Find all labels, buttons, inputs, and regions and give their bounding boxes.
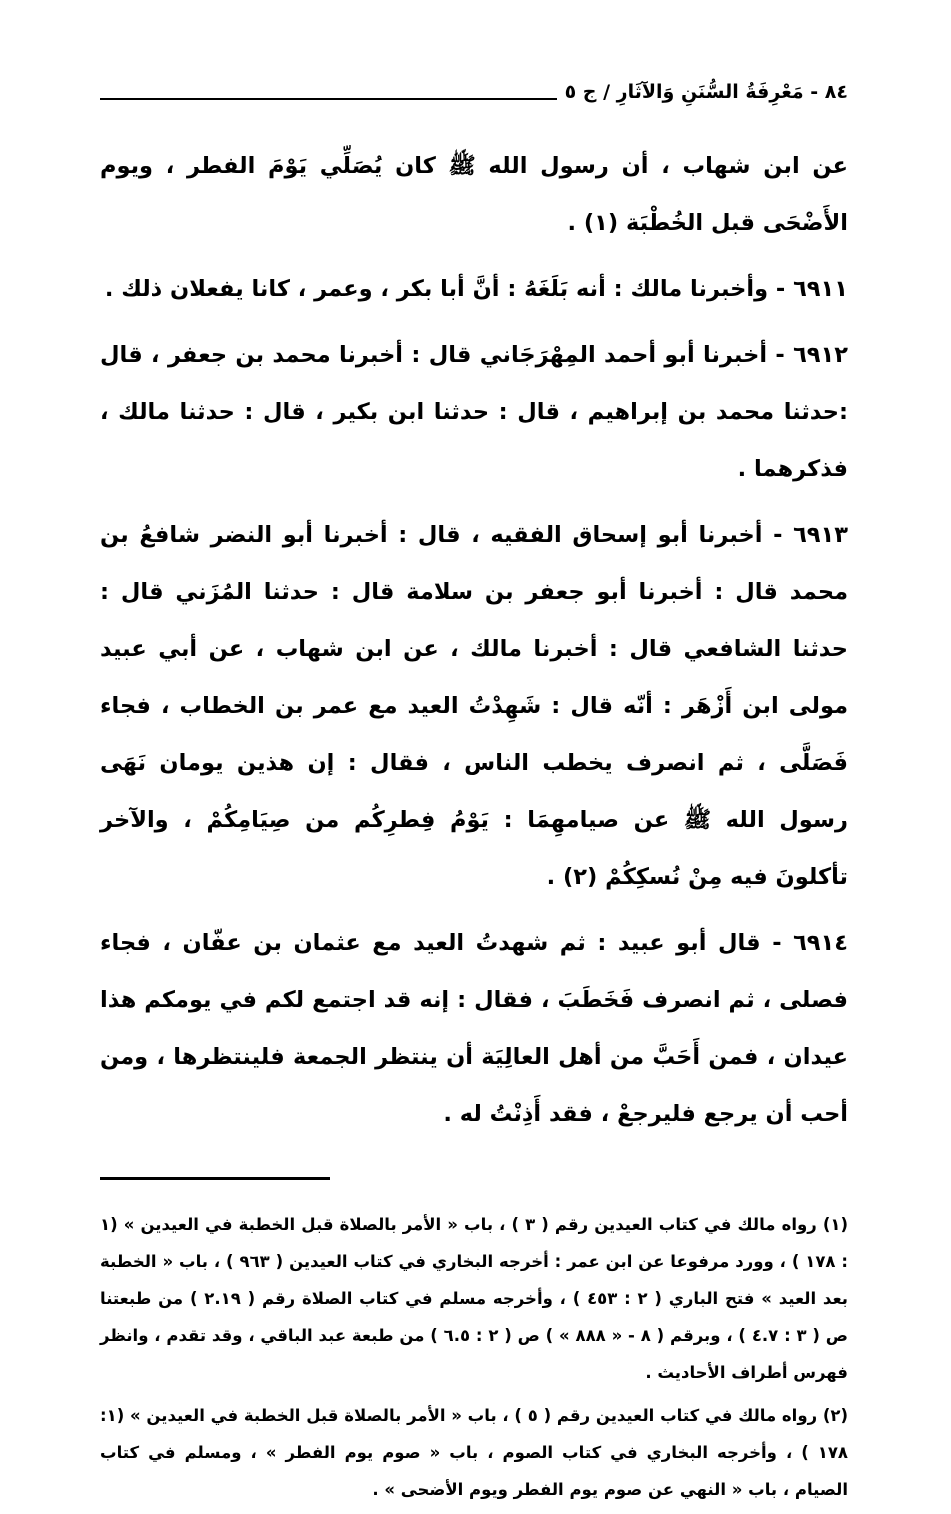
hadith-number: ٦٩١٤ <box>793 930 848 956</box>
book-page <box>100 72 848 1514</box>
header-rule <box>100 98 557 100</box>
footnote: (١) رواه مالك في كتاب العيدين رقم ( ٣ ) ، باب « الأمر بالصلاة قبل الخطبة في العيدين » (١ : ١٧٨ ) ، وورد مرفوعا عن ابن عمر : أخرجه البخاري في كتاب العيدين ( ٩٦٣ ) ، باب « الخطبة بعد العيد » فتح الباري ( ٢ : ٤٥٣ ) ، وأخرجه مسلم في كتاب الصلاة رقم ( ٢.١٩ ) من طبعتنا ص ( ٣ : ٤.٧ ) ، وبرقم ( ٨ - « ٨٨٨ » ) ص ( ٢ : ٦.٥ ) من طبعة عبد الباقي ، وقد تقدم ، وانظر فهرس أطراف الأحاديث . <box>100 1215 849 1382</box>
paragraph-text: - أخبرنا أبو أحمد المِهْرَجَاني قال : أخبرنا محمد بن جعفر ، قال :حدثنا محمد بن إبراهيم ، قال : حدثنا ابن بكير ، قال : حدثنا مالك ، فذكرهما . <box>100 342 848 482</box>
hadith-number: ٦٩١٣ <box>793 522 848 548</box>
running-header <box>100 72 848 104</box>
paragraph-text: - وأخبرنا مالك : أنه بَلَغَهُ : أنَّ أبا بكر ، وعمر ، كانا يفعلان ذلك . <box>104 276 794 302</box>
hadith-number: ٦٩١٢ <box>793 342 848 368</box>
page-header-title: ٨٤ - مَعْرِفَةُ السُّنَنِ وَالآثَارِ / ج ٥ <box>564 81 848 104</box>
paragraph-continuation <box>100 138 848 252</box>
paragraph-text: - قال أبو عبيد : ثم شهدتُ العيد مع عثمان بن عفّان ، فجاء فصلى ، ثم انصرف فَخَطَبَ ، فقال : إنه قد اجتمع لكم في يومكم هذا عيدان ، فمن أَحَبَّ من أهل العالِيَة أن ينتظر الجمعة فلينتظرها ، ومن أحب أن يرجع فليرجعْ ، فقد أَذِنْتُ له . <box>100 930 848 1127</box>
hadith-paragraph <box>100 261 848 318</box>
footnotes-section <box>100 1206 848 1508</box>
footnote: (٢) رواه مالك في كتاب العيدين رقم ( ٥ ) ، باب « الأمر بالصلاة قبل الخطبة في العيدين » (١: ١٧٨ ) ، وأخرجه البخاري في كتاب الصوم ، باب « صوم يوم الفطر » ، ومسلم في كتاب الصيام ، باب « النهي عن صوم يوم الفطر ويوم الأضحى » . <box>100 1406 849 1499</box>
hadith-paragraph <box>100 507 848 906</box>
hadith-paragraph <box>100 915 848 1143</box>
main-text <box>100 138 848 1143</box>
hadith-number: ٦٩١١ <box>793 276 848 302</box>
footnote-separator <box>100 1177 330 1180</box>
paragraph-text: عن ابن شهاب ، أن رسول الله ﷺ كان يُصَلِّي يَوْمَ الفطر ، ويوم الأَضْحَى قبل الخُطْبَة (١) . <box>100 153 848 236</box>
hadith-paragraph <box>100 327 848 498</box>
paragraph-text: - أخبرنا أبو إسحاق الفقيه ، قال : أخبرنا أبو النضر شافعُ بن محمد قال : أخبرنا أبو جعفر بن سلامة قال : حدثنا المُزَني قال : حدثنا الشافعي قال : أخبرنا مالك ، عن ابن شهاب ، عن أبي عبيد مولى ابن أَزْهَر : أنّه قال : شَهِدْتُ العيد مع عمر بن الخطاب ، فجاء فَصَلَّى ، ثم انصرف يخطب الناس ، فقال : إن هذين يومان نَهَى رسول الله ﷺ عن صيامهِمَا : يَوْمُ فِطرِكُم من صِيَامِكُمْ ، والآخر تأكلونَ فيه مِنْ نُسكِكُمْ (٢) . <box>100 522 848 890</box>
